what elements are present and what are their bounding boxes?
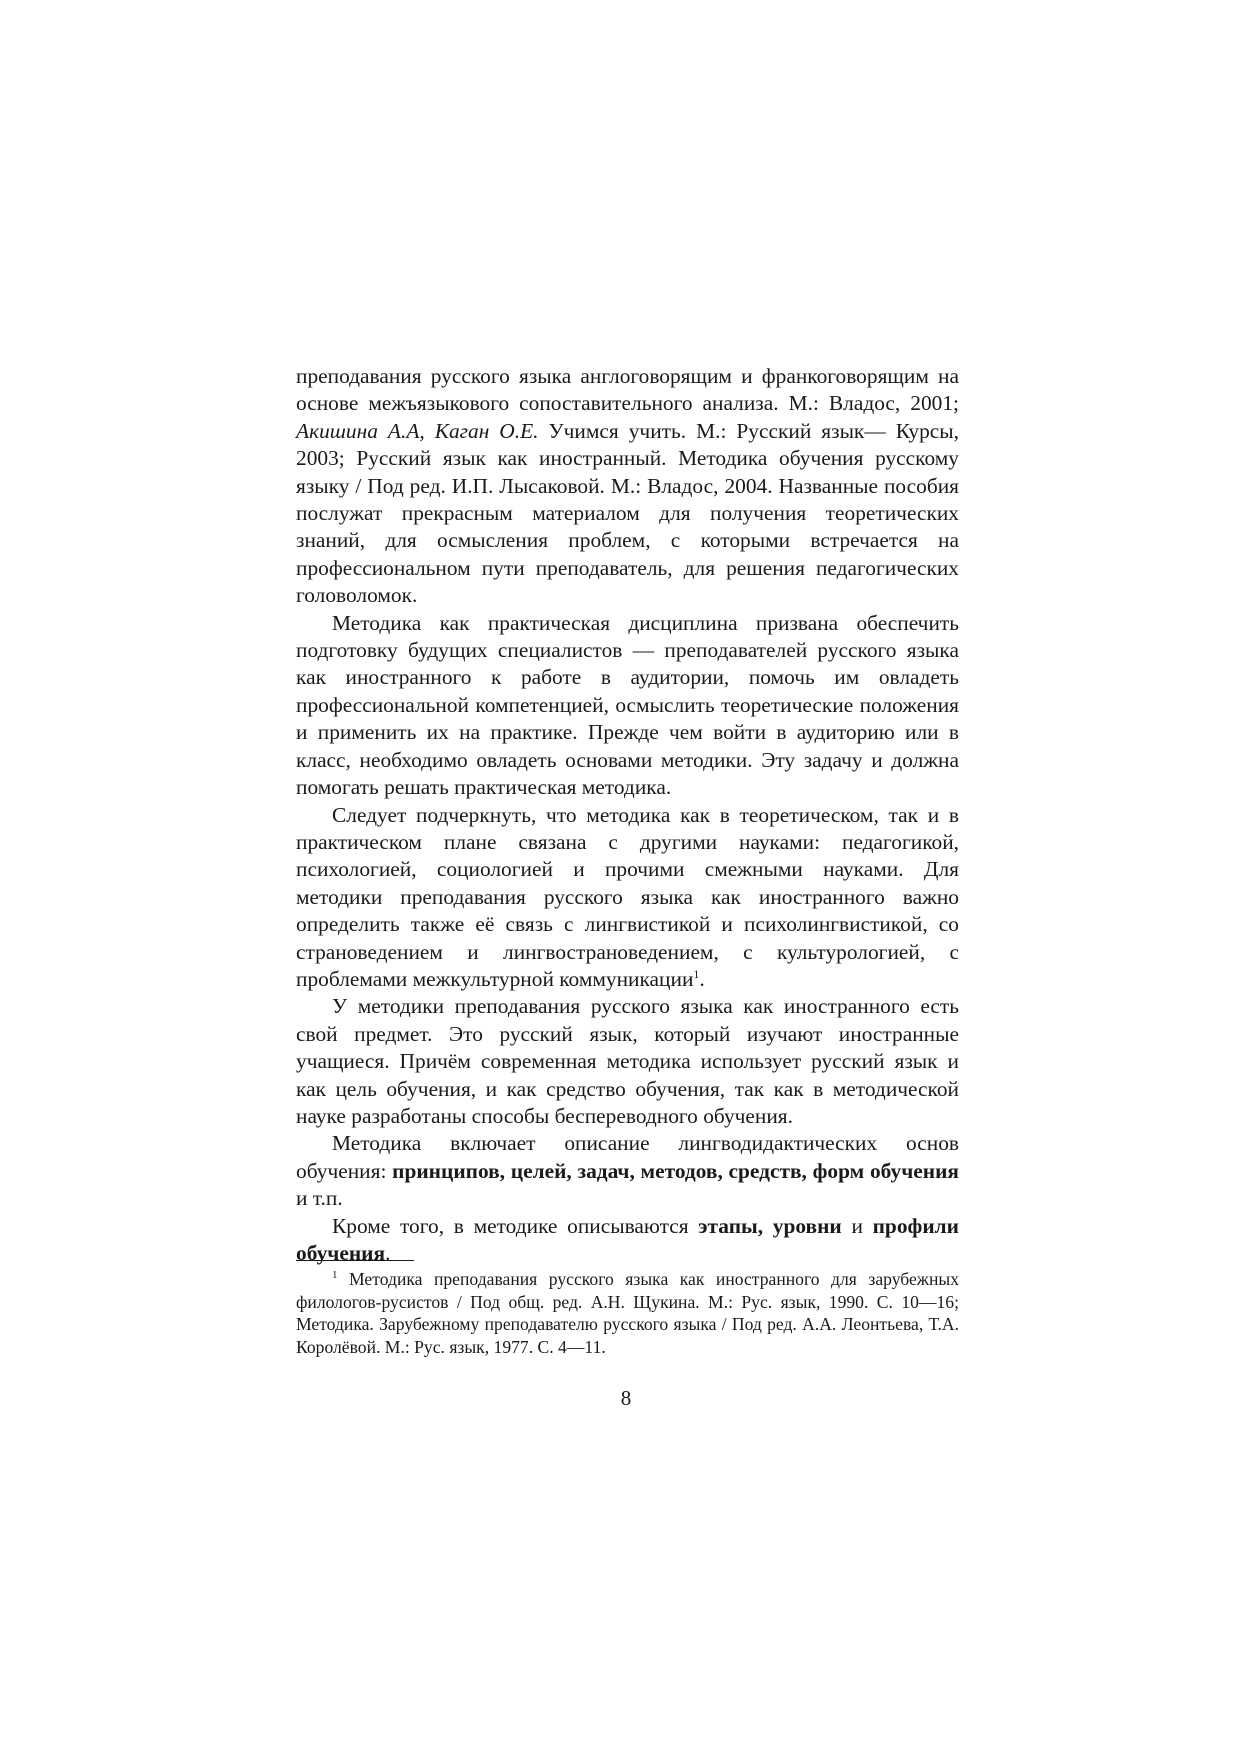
text-run: У методики преподавания русского языка как иностранного есть свой предмет. Это русский язык, который изучают иностранные учащиеся. Причём современная методика использует русский язык и как цель обучения, и как средство обучения, так как в методической науке разработаны способы беспереводного обучения. [296,994,959,1128]
main-text [296,363,959,1267]
text-run: и [841,1213,873,1238]
paragraph [296,1130,959,1212]
text-run: Кроме того, в методике описываются [332,1213,699,1238]
paragraph [296,802,959,994]
paragraph [296,610,959,802]
footnote-separator [296,1260,414,1261]
italic-text: Акишина А.А, Каган О.Е. [296,418,539,443]
footnote [296,1268,959,1358]
text-run: . [385,1241,391,1265]
text-run: Методика как практическая дисциплина призвана обеспечить подготовку будущих специалистов — преподавателей русского языка как иностранного к работе в аудитории, помочь им овладеть профессиональной компетенцией, осмыслить теоретические положения и применить их на практике. Прежде чем войти в аудиторию или в класс, необходимо овладеть основами методики. Эту задачу и должна помогать решать практическая методика. [296,610,959,800]
text-run: преподавания русского языка англоговорящим и франкоговорящим на основе межъязыкового сопоставительного анализа. М.: Владос, 2001; [296,364,959,416]
text-run: Учимся учить. М.: Русский язык— Курсы, 2003; Русский язык как иностранный. Методика обучения русскому языку / Под ред. И.П. Лысаковой. М.: Владос, 2004. Названные пособия послужат прекрасным материалом для получения теоретических знаний, для осмысления проблем, с которыми встречается на профессиональном пути преподаватель, для решения педагогических головоломок. [296,418,959,608]
paragraph [296,993,959,1130]
text-run: Следует подчеркнуть, что методика как в теоретическом, так и в практическом плане связана с другими науками: педагогикой, психологией, социологией и прочими смежными науками. Для методики преподавания русского языка как иностранного важно определить также её связь с лингвистикой и психолингвистикой, со страноведением и лингвострановедением, с культурологией, с проблемами межкультурной коммуникации [296,802,959,991]
bold-term: этапы, уровни [698,1213,842,1238]
text-run: . [699,966,705,991]
footnote-marker: 1 [332,1269,338,1281]
page-number: 8 [620,1386,632,1410]
bold-term: профили обучения [296,1213,959,1265]
text-run: Методика включает описание лингводидактических основ обучения: [296,1131,959,1183]
text-run: и т.п. [296,1186,343,1211]
footnote-text: Методика преподавания русского языка как иностранного для зарубежных филологов-русистов / Под общ. ред. А.Н. Щукина. М.: Рус. язык, 1990. С. 10—16; Методика. Зарубежному преподавателю русского языка / Под ред. А.А. Леонтьева, Т.А. Королёвой. М.: Рус. язык, 1977. С. 4—11. [296,1269,959,1357]
paragraph [296,363,959,610]
footnote-ref: 1 [693,966,700,981]
bold-term: принципов, целей, задач, методов, средств, форм обучения [392,1158,959,1183]
